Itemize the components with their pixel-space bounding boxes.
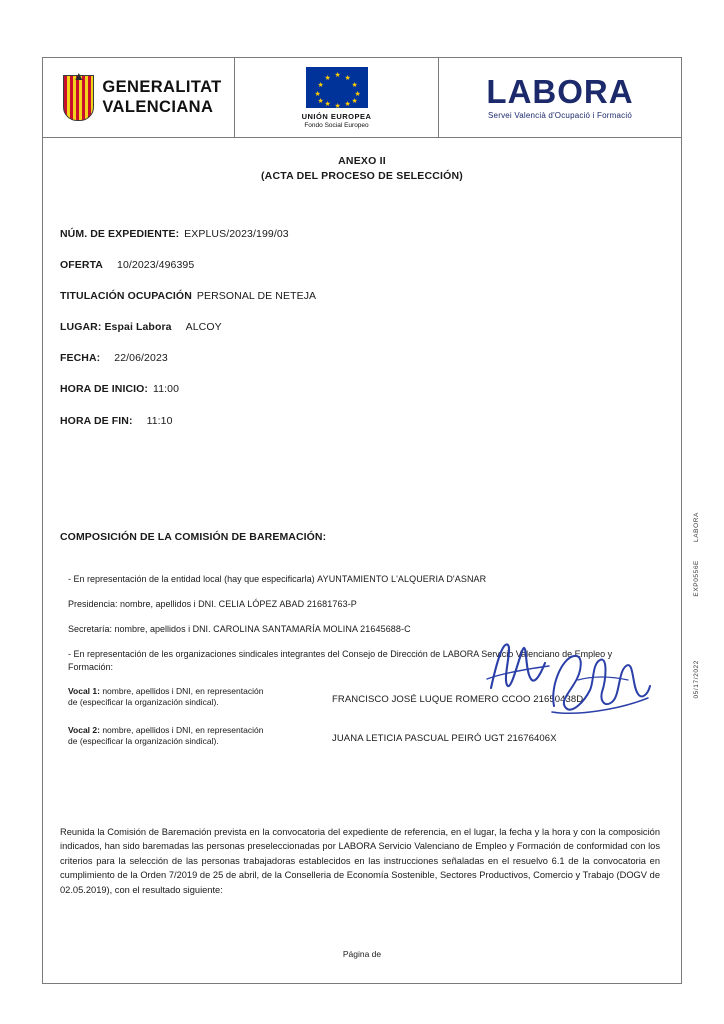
generalitat-wordmark [102, 78, 221, 117]
vocal-1-label-line2: de (especificar la organización sindical). [68, 697, 219, 708]
field-hora-fin [60, 415, 660, 428]
title-line-2: (ACTA DEL PROCESO DE SELECCIÓN) [260, 170, 464, 183]
field-label: FECHA: [60, 352, 101, 365]
commission-secretary-row [60, 623, 660, 635]
commission-secretary-value: CAROLINA SANTAMARÍA MOLINA 21645688-C [213, 624, 411, 635]
side-stamp-code: EXP0556E [693, 560, 700, 597]
labora-subtitle: Servei Valencià d'Ocupació i Formació [488, 111, 632, 120]
commission-presidency-label: Presidencia: nombre, apellidos i DNI. [68, 599, 217, 610]
vocal-1-label-rest: nombre, apellidos i DNI, en representación [99, 685, 264, 696]
side-stamp-date: 05/17/2022 [693, 660, 700, 699]
generalitat-shield-icon: ▲ [63, 75, 94, 121]
generalitat-line-1: GENERALITAT [102, 78, 222, 97]
field-value: 22/06/2023 [114, 352, 168, 365]
commission-entity-row [60, 573, 660, 585]
vocal-2-label-bold: Vocal 2: [68, 724, 100, 735]
eu-title: UNIÓN EUROPEA [301, 111, 372, 121]
commission-entity-value: AYUNTAMIENTO L'ALQUERIA D'ASNAR [317, 574, 487, 584]
vocal-2-label-rest: nombre, apellidos i DNI, en representación [99, 724, 264, 735]
field-label: NÚM. DE EXPEDIENTE: [60, 228, 180, 240]
field-value: 11:00 [153, 383, 180, 396]
document-header [43, 58, 681, 138]
generalitat-line-2: VALENCIANA [102, 97, 214, 116]
field-value: ALCOY [185, 321, 222, 334]
field-fecha [60, 352, 660, 365]
vocal-1-row [60, 686, 660, 709]
body-paragraph: Reunida la Comisión de Baremación prevista en la convocatoria del expediente de referencia, en el lugar, la fecha y la hora y con la composición indicados, han sido baremadas las personas preseleccionadas por LABORA Servicio Valenciano de Empleo y Formación de conformidad con los criterios para la selección de las personas trabajadoras establecidos en las instrucciones señaladas en el resuelvo 6.1 de la convocatoria en cumplimiento de la Orden 7/2019 de 25 de abril, de la Conselleria de Economía Sostenible, Sectores Productivos, Comercio y Trabajo (DOGV de 02.05.2019), con el resultado siguiente: [60, 827, 660, 895]
vocal-1-value: FRANCISCO JOSÉ LUQUE ROMERO CCOO 21650438D [332, 693, 584, 705]
commission-unions-note: - En representación de les organizaciones sindicales integrantes del Consejo de Dirección de LABORA Servicio Valenciano de Empleo y Formación: [68, 649, 613, 672]
field-label: LUGAR: Espai Labora [60, 321, 172, 334]
eu-subtitle: Fondo Social Europeo [304, 121, 369, 129]
document-frame [42, 57, 682, 984]
page-footer: Página de [342, 949, 382, 959]
commission-entity-label: - En representación de la entidad local (hay que especificarla) [68, 574, 315, 584]
title-line-1: ANEXO II [338, 155, 386, 167]
field-lugar [60, 321, 660, 334]
vocal-2-label [60, 725, 332, 748]
field-hora-inicio [60, 383, 660, 396]
field-expediente [60, 228, 660, 241]
vocal-1-label [60, 686, 332, 709]
field-titulacion-ocupacion [60, 290, 660, 303]
vocal-2-value: JUANA LETICIA PASCUAL PEIRÓ UGT 21676406X [332, 732, 557, 744]
vocal-1-label-bold: Vocal 1: [68, 685, 100, 696]
commission-heading: COMPOSICIÓN DE LA COMISIÓN DE BAREMACIÓN: [60, 531, 327, 543]
commission-presidency-value: CELIA LÓPEZ ABAD 21681763-P [218, 599, 357, 610]
generalitat-logo-cell [43, 58, 235, 137]
commission-secretary-label: Secretaría: nombre, apellidos i DNI. [68, 624, 211, 635]
european-union-flag-icon: ★ ★ ★ ★ ★ ★ ★ ★ ★ ★ ★ ★ [306, 67, 368, 108]
field-label: HORA DE INICIO: [60, 383, 149, 396]
page-title [43, 154, 681, 184]
field-label: TITULACIÓN OCUPACIÓN [60, 290, 192, 303]
field-value: EXPLUS/2023/199/03 [184, 228, 289, 240]
field-label: OFERTA [60, 259, 103, 272]
field-label: HORA DE FIN: [60, 414, 133, 427]
field-list [60, 228, 660, 446]
vocal-2-label-line2: de (especificar la organización sindical). [68, 736, 219, 747]
field-value: 10/2023/496395 [117, 259, 195, 272]
commission-body [60, 573, 660, 764]
field-value: 11:10 [146, 414, 173, 427]
side-stamp-labora: LABORA [693, 512, 700, 542]
field-oferta [60, 259, 660, 272]
commission-presidency-row [60, 598, 660, 610]
vocal-2-row [60, 725, 660, 748]
eu-logo-cell [235, 58, 439, 137]
labora-logo-cell [439, 58, 681, 137]
labora-wordmark: LABORA [486, 73, 634, 110]
field-value: PERSONAL DE NETEJA [196, 290, 317, 303]
